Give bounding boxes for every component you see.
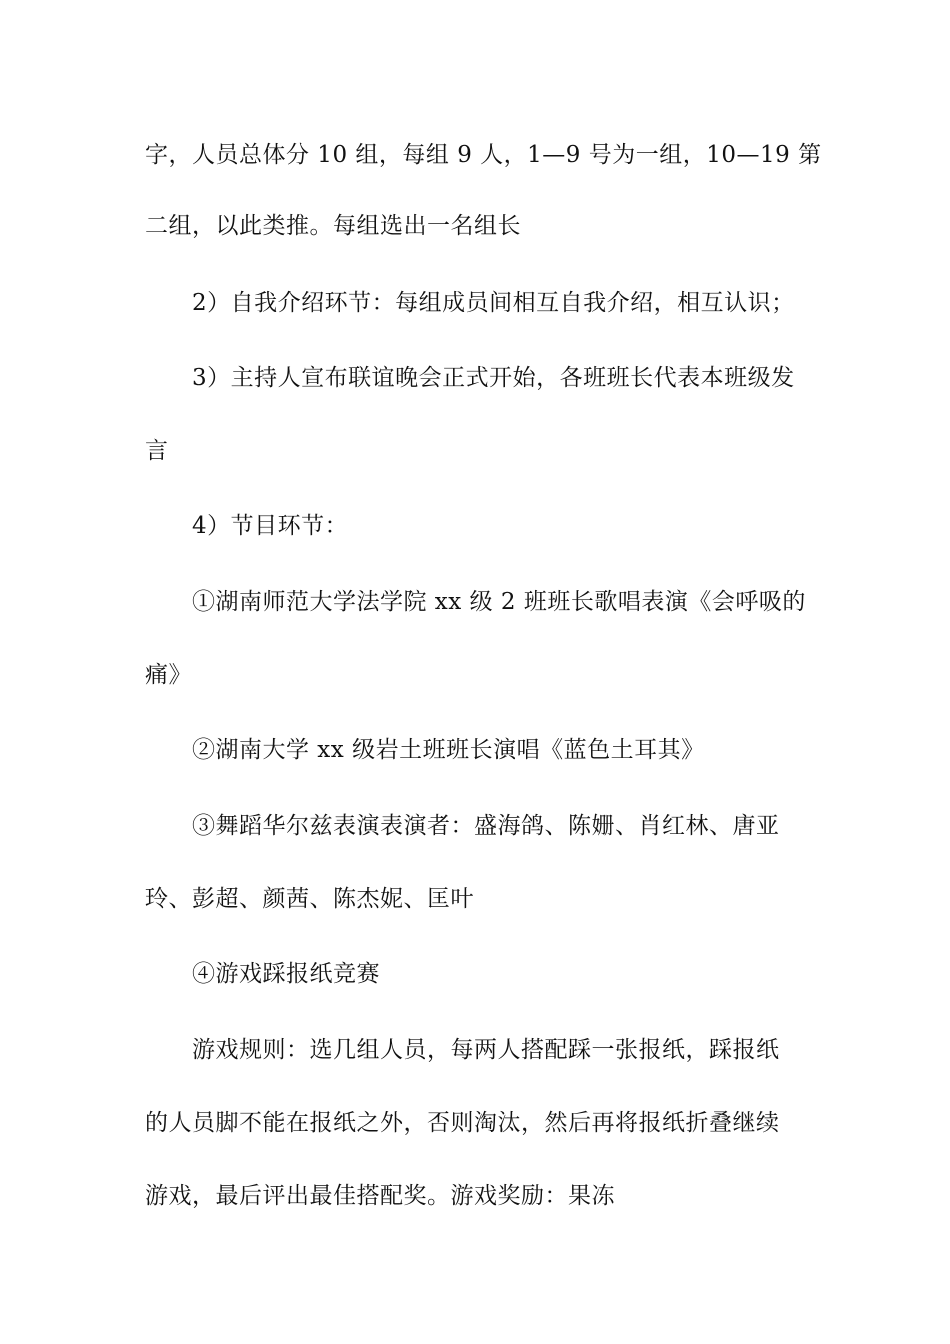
body-line-1: 字，人员总体分 10 组，每组 9 人，1—9 号为一组，10—19 第 (145, 142, 822, 168)
body-line-4: 3）主持人宣布联谊晚会正式开始，各班班长代表本班级发 (192, 365, 795, 391)
body-line-3: 2）自我介绍环节：每组成员间相互自我介绍，相互认识； (192, 290, 795, 316)
body-line-11: 玲、彭超、颜茜、陈杰妮、匡叶 (145, 886, 474, 912)
body-line-8: 痛》 (145, 662, 192, 688)
body-line-12: ④游戏踩报纸竞赛 (192, 961, 380, 987)
body-line-14: 的人员脚不能在报纸之外，否则淘汰，然后再将报纸折叠继续 (145, 1110, 780, 1136)
body-line-5: 言 (145, 438, 169, 464)
body-line-9: ②湖南大学 xx 级岩土班班长演唱《蓝色土耳其》 (192, 737, 705, 763)
body-line-6: 4）节目环节： (192, 513, 349, 539)
body-line-15: 游戏，最后评出最佳搭配奖。游戏奖励：果冻 (145, 1183, 615, 1209)
body-line-13: 游戏规则：选几组人员，每两人搭配踩一张报纸，踩报纸 (192, 1037, 780, 1063)
body-line-7: ①湖南师范大学法学院 xx 级 2 班班长歌唱表演《会呼吸的 (192, 589, 806, 615)
body-line-10: ③舞蹈华尔兹表演表演者：盛海鸽、陈姗、肖红林、唐亚 (192, 813, 780, 839)
body-line-2: 二组，以此类推。每组选出一名组长 (145, 213, 521, 239)
